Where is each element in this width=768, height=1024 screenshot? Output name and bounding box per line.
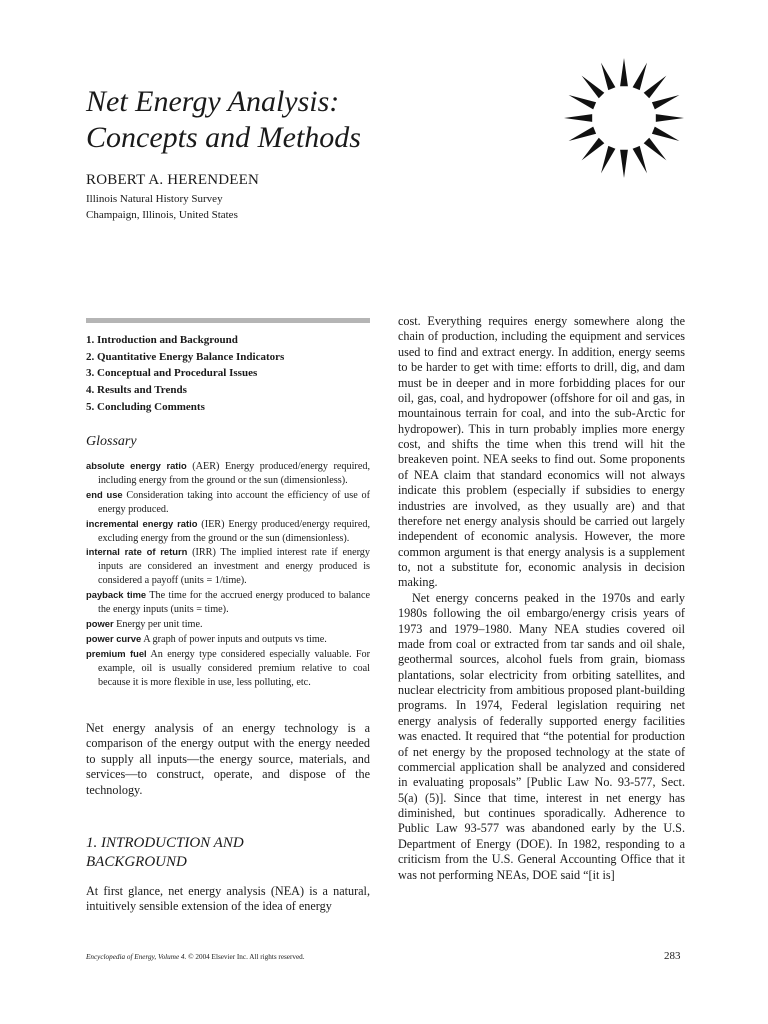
sunburst-ray [644, 76, 667, 99]
table-of-contents [86, 332, 370, 415]
glossary-term: internal rate of return [86, 546, 188, 558]
sunburst-ray [601, 63, 615, 91]
author-name: ROBERT A. HERENDEEN [86, 172, 260, 188]
footer-citation [86, 953, 305, 961]
title-line-2: Concepts and Methods [86, 121, 361, 154]
glossary-definition: The time for the accrued energy produced to balance the energy inputs (units = time). [98, 590, 371, 616]
citation-copyright: © 2004 Elsevier Inc. All rights reserved. [186, 953, 305, 961]
glossary-term: premium fuel [86, 647, 147, 659]
glossary-entry [86, 517, 370, 546]
glossary-entry [86, 647, 370, 690]
glossary-term: power curve [86, 632, 142, 644]
toc-divider [86, 318, 370, 323]
citation-source: Encyclopedia of Energy, Volume 4. [86, 953, 187, 961]
section-paragraph: At first glance, net energy analysis (NEA) is a natural, intuitively sensible extension of the idea of energy [86, 884, 370, 914]
toc-item: 4. Results and Trends [86, 384, 187, 397]
sunburst-ray [601, 146, 615, 174]
glossary-term: incremental energy ratio [86, 517, 198, 529]
article-title [86, 84, 486, 156]
affiliation-line-1: Illinois Natural History Survey [86, 193, 223, 205]
glossary-term: absolute energy ratio [86, 460, 187, 471]
affiliation-line-2: Champaign, Illinois, United States [86, 208, 238, 221]
glossary-term: payback time [86, 589, 147, 601]
title-line-1: Net Energy Analysis: [86, 85, 340, 118]
glossary-entry [86, 459, 370, 488]
glossary-heading: Glossary [86, 434, 137, 449]
glossary-definition: A graph of power inputs and outputs vs time. [141, 633, 327, 645]
right-column-text [398, 314, 685, 883]
glossary-entry [86, 588, 370, 617]
glossary-definition: (IRR) The implied interest rate if energy inputs are considered an investment and energy produced is considered a payoff (units = 1/time). [98, 547, 370, 587]
glossary-entry [86, 545, 370, 588]
glossary-entry [86, 632, 370, 647]
sunburst-ray [620, 150, 628, 178]
section-heading-line-2: BACKGROUND [86, 854, 187, 870]
author-affiliation [86, 192, 238, 223]
sunburst-ray [582, 76, 605, 99]
glossary-term: power [86, 617, 114, 629]
glossary-entry [86, 488, 370, 517]
toc-item: 1. Introduction and Background [86, 334, 238, 346]
toc-item: 5. Concluding Comments [86, 400, 205, 413]
glossary-entry [86, 617, 370, 632]
body-paragraph: cost. Everything requires energy somewhere along the chain of production, including the equipment and services used to find and extract energy. In addition, energy seems to be harder to get with time: efforts to drill, dig, and dam must be in deeper and in more forbidding places for our oil, gas, coal, and hydropower (offshore for oil and gas, in mountainous terrain for coal, and into the sub-Arctic for hydropower). This in turn probably implies more energy cost, and shifts the time when this trend will hit the breakeven point. NEA seeks to find out. Some proponents of NEA claim that standard economics will not always indicate this problem (especially if subsidies to energy industries are involved, as they usually are) and that therefore net energy analysis should be carried out largely independent of economic analysis. However, the more common argument is that energy analysis is a supplement to, not a substitute for, economic analysis in decision making. [398, 314, 685, 590]
sunburst-ray [633, 63, 647, 91]
glossary-definition: An energy type considered especially valuable. For example, oil is usually considered premium relative to coal because it is more flexible in use, less polluting, etc. [98, 648, 370, 688]
sunburst-ray [652, 95, 680, 109]
sunburst-ray [582, 138, 605, 161]
glossary-definition: (IER) Energy produced/energy required, excluding energy from the ground or the sun (dimensionless). [98, 518, 370, 544]
toc-item: 2. Quantitative Energy Balance Indicators [86, 350, 285, 363]
glossary-list [86, 459, 370, 690]
section-heading-line-1: 1. INTRODUCTION AND [86, 835, 244, 851]
sunburst-ray [656, 114, 684, 122]
sunburst-icon [562, 56, 686, 180]
glossary-definition: Energy per unit time. [113, 618, 203, 630]
sunburst-ray [569, 127, 597, 141]
sunburst-ray [644, 138, 667, 161]
page-number: 283 [664, 950, 681, 962]
sunburst-ray [569, 95, 597, 109]
sunburst-ray [633, 146, 647, 174]
sunburst-ray [652, 127, 680, 141]
sunburst-ray [620, 58, 628, 86]
glossary-definition: Consideration taking into account the efficiency of use of energy produced. [98, 489, 370, 515]
glossary-term: end use [86, 488, 123, 500]
glossary-definition: (AER) Energy produced/energy required, including energy from the ground or the sun (dimensionless). [98, 461, 370, 486]
body-paragraph: Net energy concerns peaked in the 1970s and early 1980s following the oil embargo/energy crisis years of 1973 and 1979–1980. Many NEA studies covered oil made from coal or extracted from tar sands and oil shale, geothermal sources, alcohol fuels from grain, biomass plantations, solar electricity from orbiting satellites, and nuclear electricity from ambitious proposed plant-building programs. In 1974, Federal legislation requiring net energy analysis of federally supported energy facilities was enacted. It required that “the potential for production of net energy by the proposed technology at the state of commercial application shall be analyzed and considered in evaluating proposals” [Public Law No. 93-577, Sect. 5(a) (5)]. Since that time, interest in net energy has diminished, but continues sporadically. Adherence to Public Law 93-577 was abandoned early by the U.S. Department of Energy (DOE). In 1982, responding to a criticism from the U.S. General Accounting Office that it was not performing NEAs, DOE said “[it is] [398, 590, 685, 882]
section-heading [86, 834, 370, 872]
sunburst-ray [564, 114, 592, 122]
toc-item: 3. Conceptual and Procedural Issues [86, 367, 258, 380]
article-abstract: Net energy analysis of an energy technology is a comparison of the energy output with the energy needed to supply all inputs—the energy source, materials, and services—to construct, operate, and dispose of the technology. [86, 721, 370, 797]
